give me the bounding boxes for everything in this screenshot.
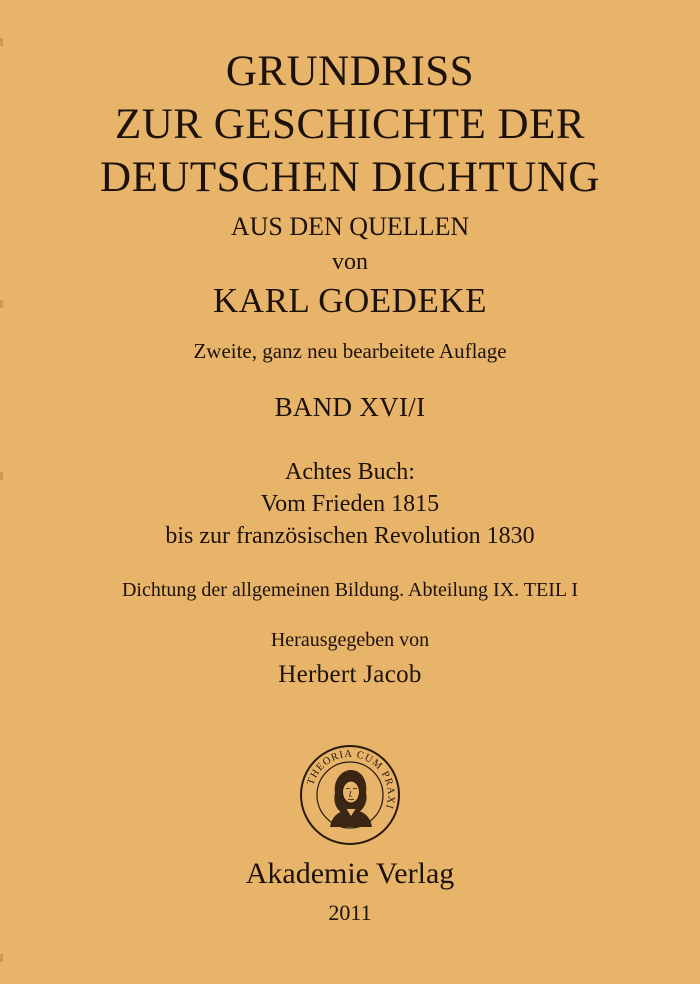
edge-mark bbox=[0, 300, 3, 308]
title-line-1: GRUNDRISS bbox=[225, 48, 475, 95]
edge-mark bbox=[0, 38, 3, 46]
subtitle: AUS DEN QUELLEN bbox=[230, 212, 470, 241]
volume-label: BAND XVI/I bbox=[274, 392, 426, 422]
publication-year: 2011 bbox=[328, 900, 372, 925]
section-title: Dichtung der allgemeinen Bildung. Abteilung IX. TEIL I bbox=[121, 579, 578, 601]
book-line-1: Achtes Buch: bbox=[285, 459, 415, 485]
publisher-name: Akademie Verlag bbox=[245, 857, 455, 890]
book-line-2: Vom Frieden 1815 bbox=[260, 491, 440, 517]
title-line-3: DEUTSCHEN DICHTUNG bbox=[100, 154, 600, 201]
edition-note: Zweite, ganz neu bearbeitete Auflage bbox=[193, 339, 507, 363]
publisher-seal-portrait-icon bbox=[298, 743, 402, 847]
seal-motto: THEORIA CUM PRAXI bbox=[305, 748, 397, 811]
edge-mark bbox=[0, 472, 3, 480]
edited-by-label: Herausgegeben von bbox=[270, 629, 430, 651]
author-name: KARL GOEDEKE bbox=[213, 281, 487, 320]
edge-mark bbox=[0, 954, 3, 962]
title-line-2: ZUR GESCHICHTE DER bbox=[114, 101, 586, 148]
book-line-3: bis zur französischen Revolution 1830 bbox=[165, 523, 535, 549]
author-preposition: von bbox=[332, 249, 368, 275]
editor-name: Herbert Jacob bbox=[278, 661, 422, 688]
